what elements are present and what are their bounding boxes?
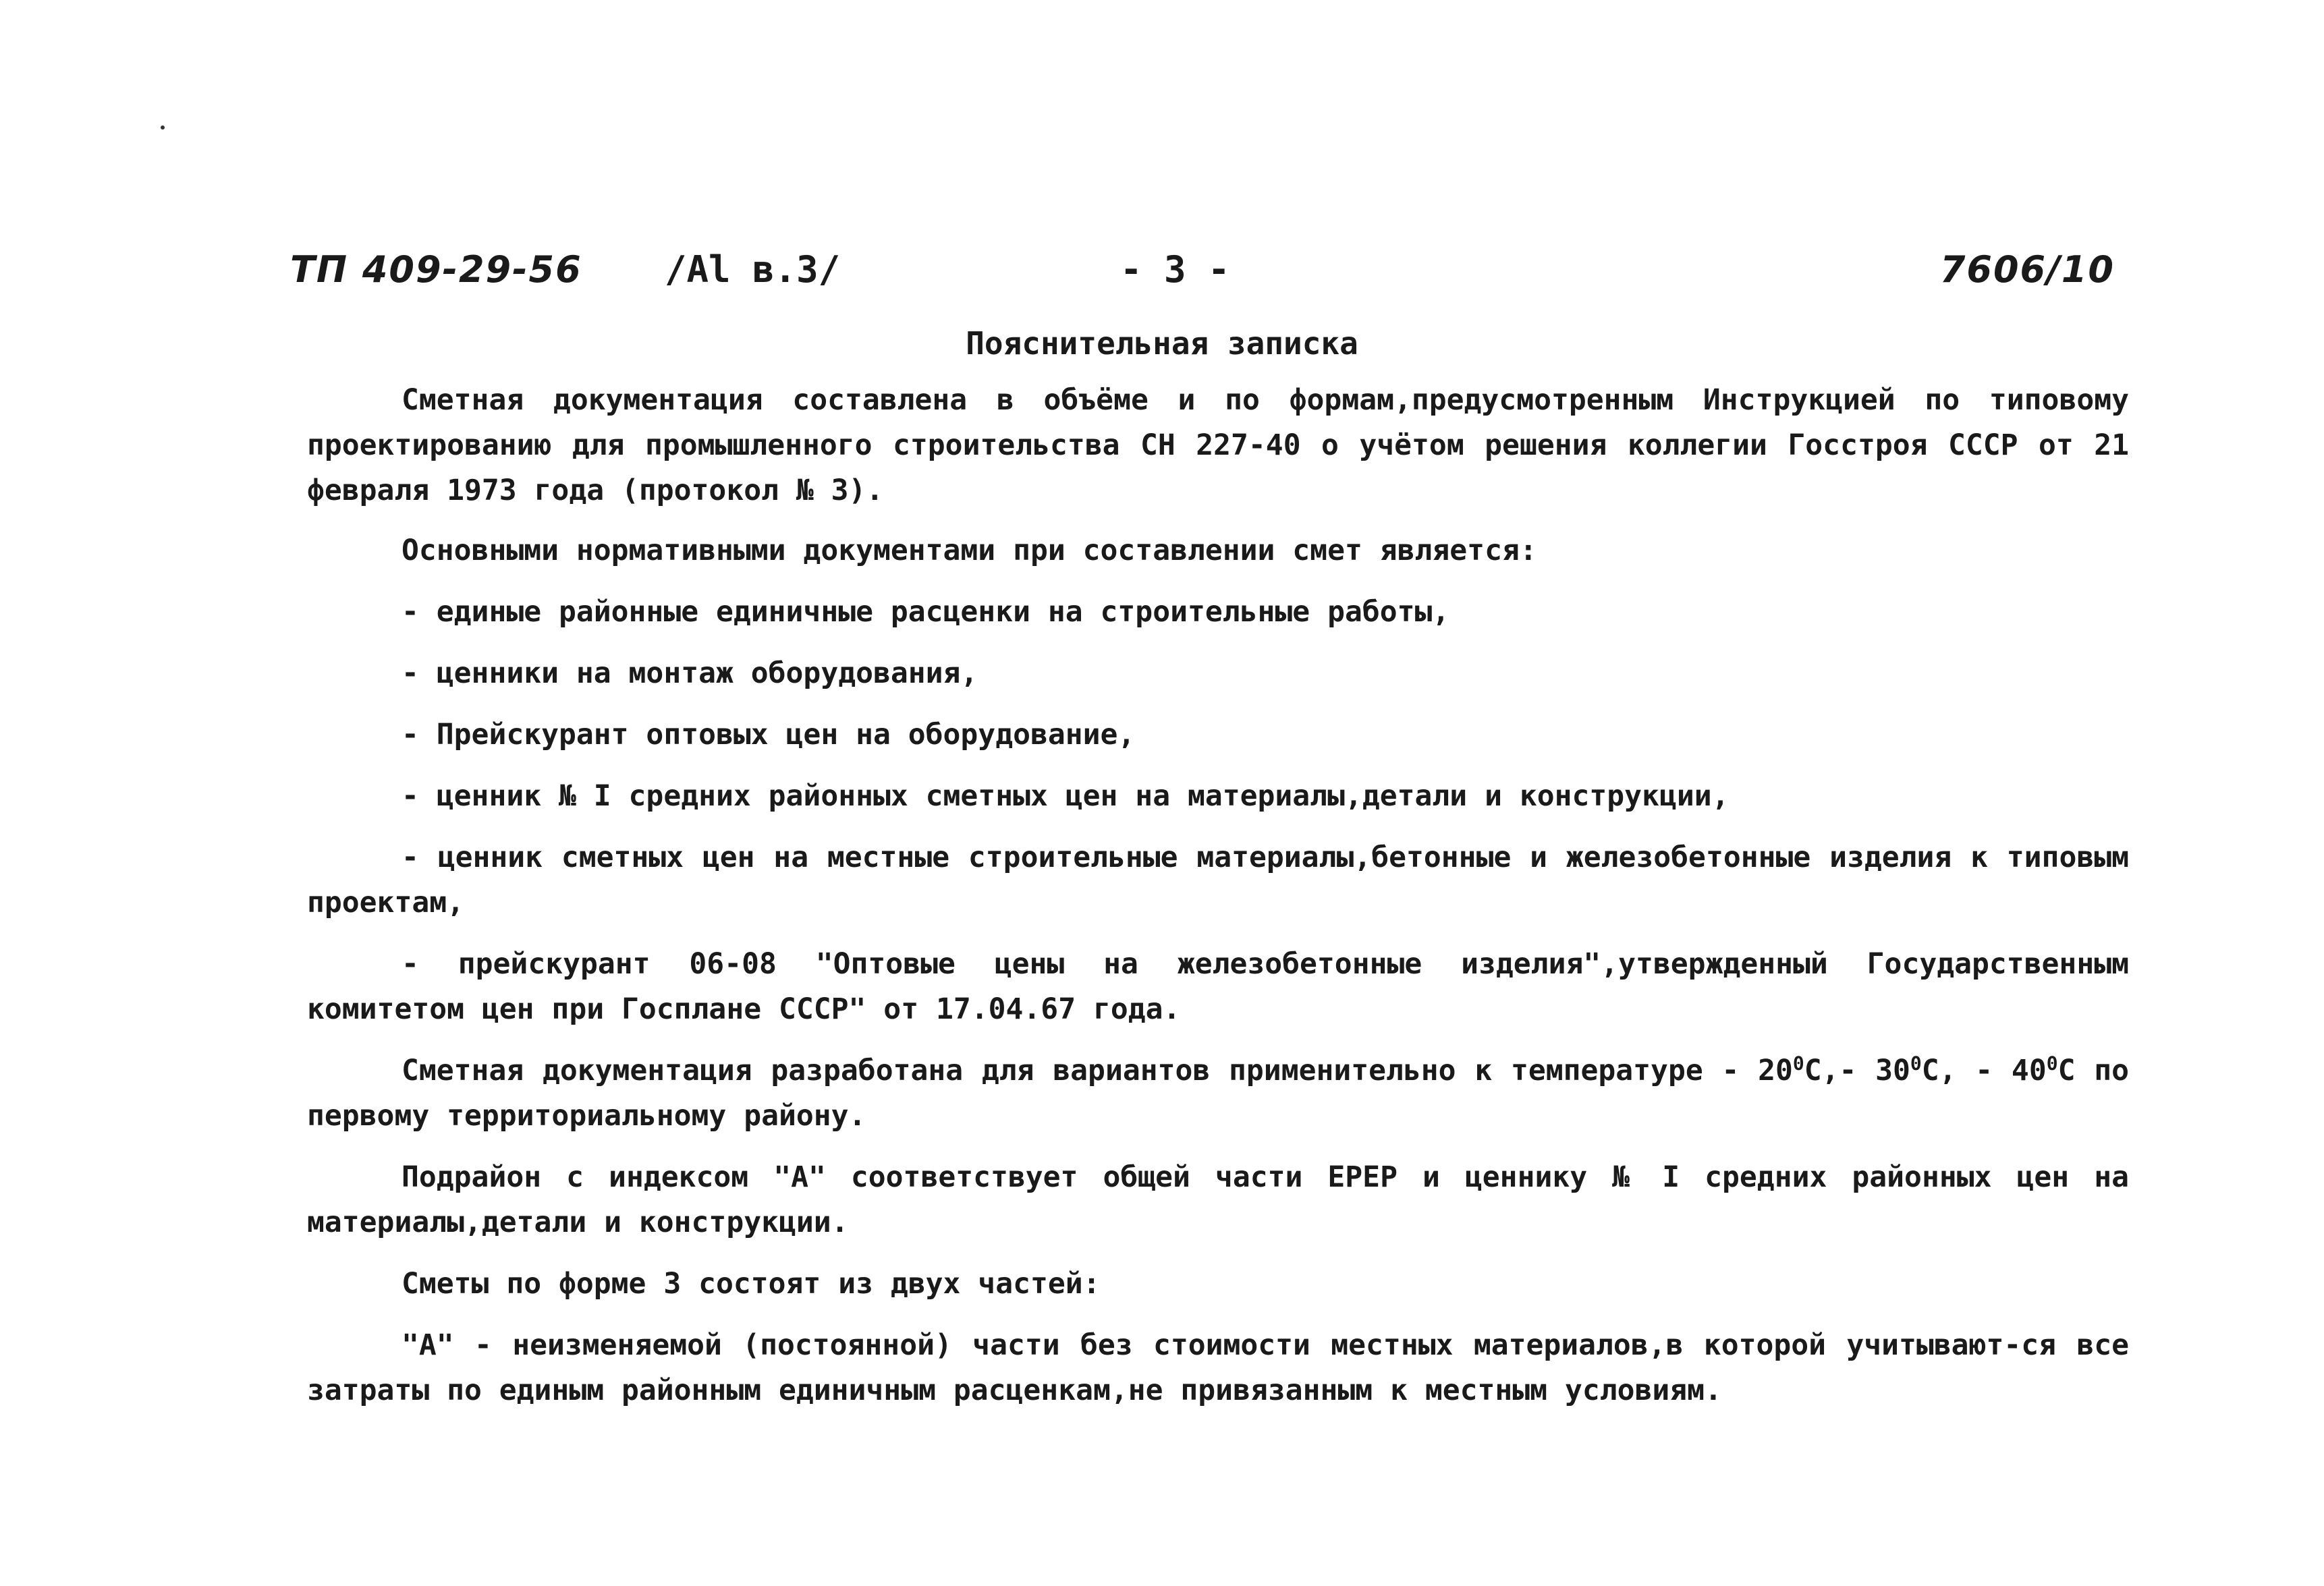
list-item: - единые районные единичные расценки на строительные работы, bbox=[402, 595, 1450, 629]
document-body bbox=[307, 378, 2129, 1429]
doc-code: ТП 409-29-56 bbox=[290, 248, 582, 291]
degree-mark: 0 bbox=[2046, 1052, 2058, 1075]
temperature-text: Сметная документация разработана для вариантов применительно к температуре - 20 bbox=[402, 1054, 1793, 1087]
page-number: - 3 - bbox=[1120, 248, 1230, 291]
scan-speck bbox=[161, 125, 165, 130]
document-title: Пояснительная записка bbox=[966, 325, 1358, 362]
paragraph-normative-docs: Основными нормативными документами при составлении смет является: bbox=[402, 534, 1537, 567]
list-item: - ценник сметных цен на местные строительные материалы,бетонные и железобетонные изделия к типовым проектам, bbox=[307, 841, 2129, 919]
list-item: - Прейскурант оптовых цен на оборудование, bbox=[402, 718, 1136, 752]
paragraph-form3: Сметы по форме 3 состоят из двух частей: bbox=[402, 1267, 1101, 1301]
degree-mark: 0 bbox=[1910, 1052, 1922, 1075]
paragraph-intro: Сметная документация составлена в объёме и по формам,предусмотренным Инструкцией по типовому проектированию для промышленного строительства СН 227-40 о учётом решения коллегии Госстроя СССР от 21 февраля 1973 года (протокол № 3). bbox=[307, 383, 2129, 507]
paragraph-temperature bbox=[307, 1048, 2129, 1139]
list-item: - ценник № I средних районных сметных цен на материалы,детали и конструкции, bbox=[402, 779, 1730, 813]
degree-mark: 0 bbox=[1792, 1052, 1804, 1075]
temperature-text: С, - 40 bbox=[1921, 1054, 2047, 1087]
list-item: - ценники на монтаж оборудования, bbox=[402, 656, 978, 690]
list-item: - прейскурант 06-08 "Оптовые цены на железобетонные изделия",утвержденный Государственным комитетом цен при Госплане СССР" от 17.04.67 года. bbox=[307, 947, 2129, 1026]
paragraph-subregion: Подрайон с индексом "А" соответствует общей части ЕРЕР и ценнику № I средних районных цен на материалы,детали и конструкции. bbox=[307, 1160, 2129, 1239]
album-reference: /Al в.3/ bbox=[665, 248, 841, 291]
inventory-number: 7606/10 bbox=[1939, 248, 2115, 291]
paragraph-part-a: "А" - неизменяемой (постоянной) части без стоимости местных материалов,в которой учитывают-ся все затраты по единым районным единичным расценкам,не привязанным к местным условиям. bbox=[307, 1328, 2129, 1407]
temperature-text: С по первому территориальному району. bbox=[307, 1054, 2129, 1133]
temperature-text: С,- 30 bbox=[1804, 1054, 1910, 1087]
